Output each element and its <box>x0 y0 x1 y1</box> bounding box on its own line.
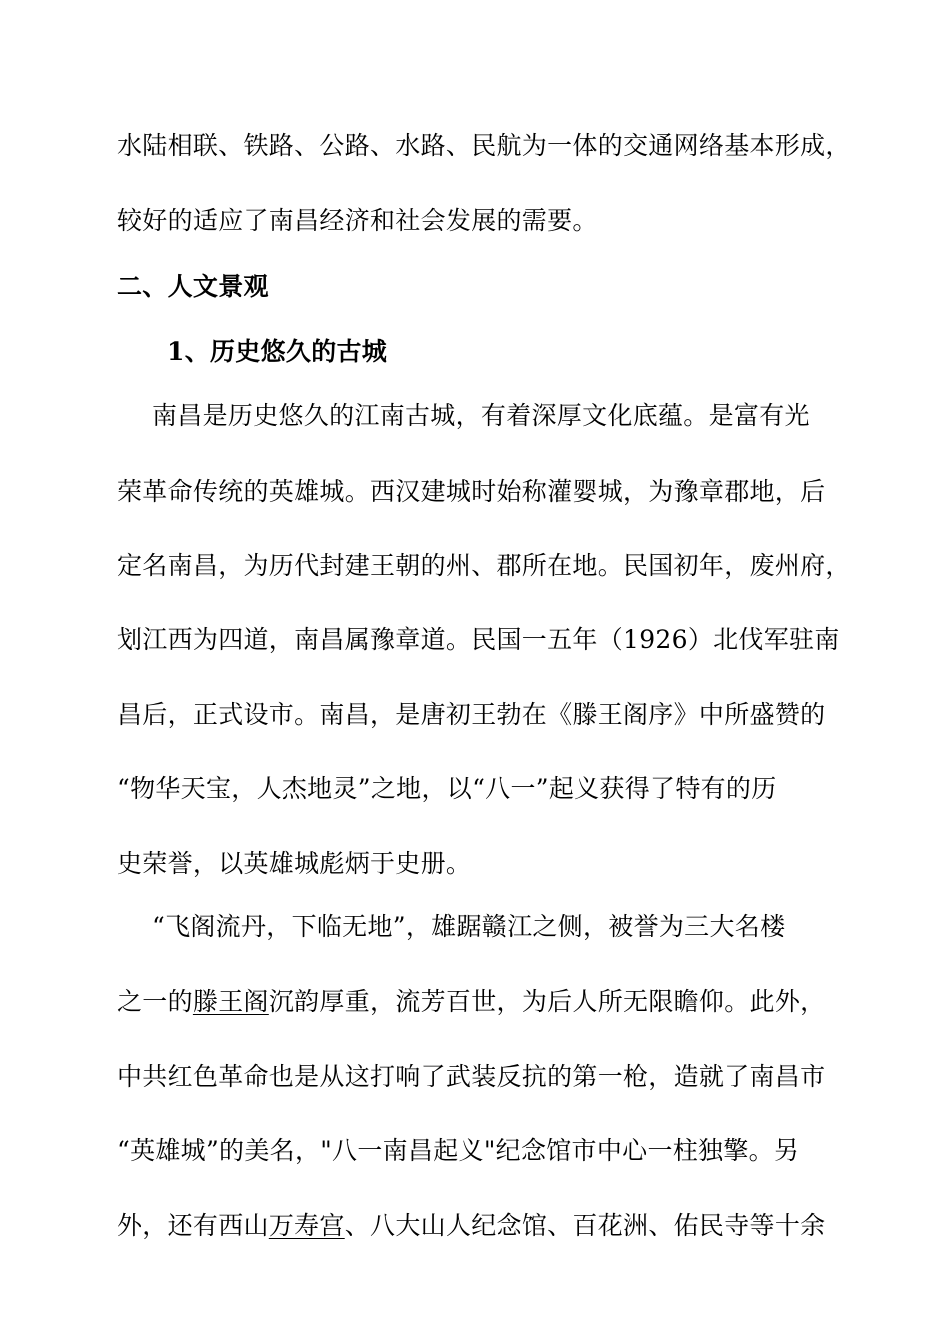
text-segment: 沉韵厚重，流芳百世，为后人所无限瞻仰。此外， <box>268 987 826 1016</box>
text-line: 水陆相联、铁路、公路、水路、民航为一体的交通网络基本形成， <box>117 131 851 160</box>
paragraph-line: 南昌是历史悠久的江南古城，有着深厚文化底蕴。是富有光 <box>152 401 810 430</box>
paragraph-line <box>117 1211 837 1241</box>
text-segment: 、八大山人纪念馆、百花洲、佑民寺等十余 <box>344 1211 826 1240</box>
paragraph-line: 荣革命传统的英雄城。西汉建城时始称灌婴城，为豫章郡地，后 <box>117 477 826 506</box>
paragraph-line: 中共红色革命也是从这打响了武装反抗的第一枪，造就了南昌市 <box>117 1062 826 1091</box>
paragraph-line: “英雄城”的美名，"八一南昌起义"纪念馆市中心一柱独擎。另 <box>117 1136 800 1165</box>
paragraph-line: 定名南昌，为历代封建王朝的州、郡所在地。民国初年，废州府， <box>117 551 851 580</box>
wanshou-palace-link[interactable]: 万寿宫 <box>268 1211 345 1240</box>
paragraph-line: 划江西为四道，南昌属豫章道。民国一五年（1926）北伐军驻南 <box>117 625 840 654</box>
text-line: 较好的适应了南昌经济和社会发展的需要。 <box>117 206 598 235</box>
paragraph-line: “物华天宝，人杰地灵”之地，以“八一”起义获得了特有的历 <box>117 774 777 803</box>
paragraph-line: 昌后，正式设市。南昌，是唐初王勃在《滕王阁序》中所盛赞的 <box>117 700 826 729</box>
paragraph-line: 史荣誉，以英雄城彪炳于史册。 <box>117 849 472 878</box>
section-heading: 二、人文景观 <box>117 272 269 301</box>
text-segment: 之一的 <box>117 987 193 1016</box>
paragraph-line <box>117 987 837 1017</box>
subsection-heading: 1、历史悠久的古城 <box>167 337 388 366</box>
tengwang-pavilion-link[interactable]: 滕王阁 <box>192 987 269 1016</box>
text-segment: 外，还有西山 <box>117 1211 269 1240</box>
paragraph-line: “飞阁流丹，下临无地”，雄踞赣江之侧，被誉为三大名楼 <box>152 912 786 941</box>
